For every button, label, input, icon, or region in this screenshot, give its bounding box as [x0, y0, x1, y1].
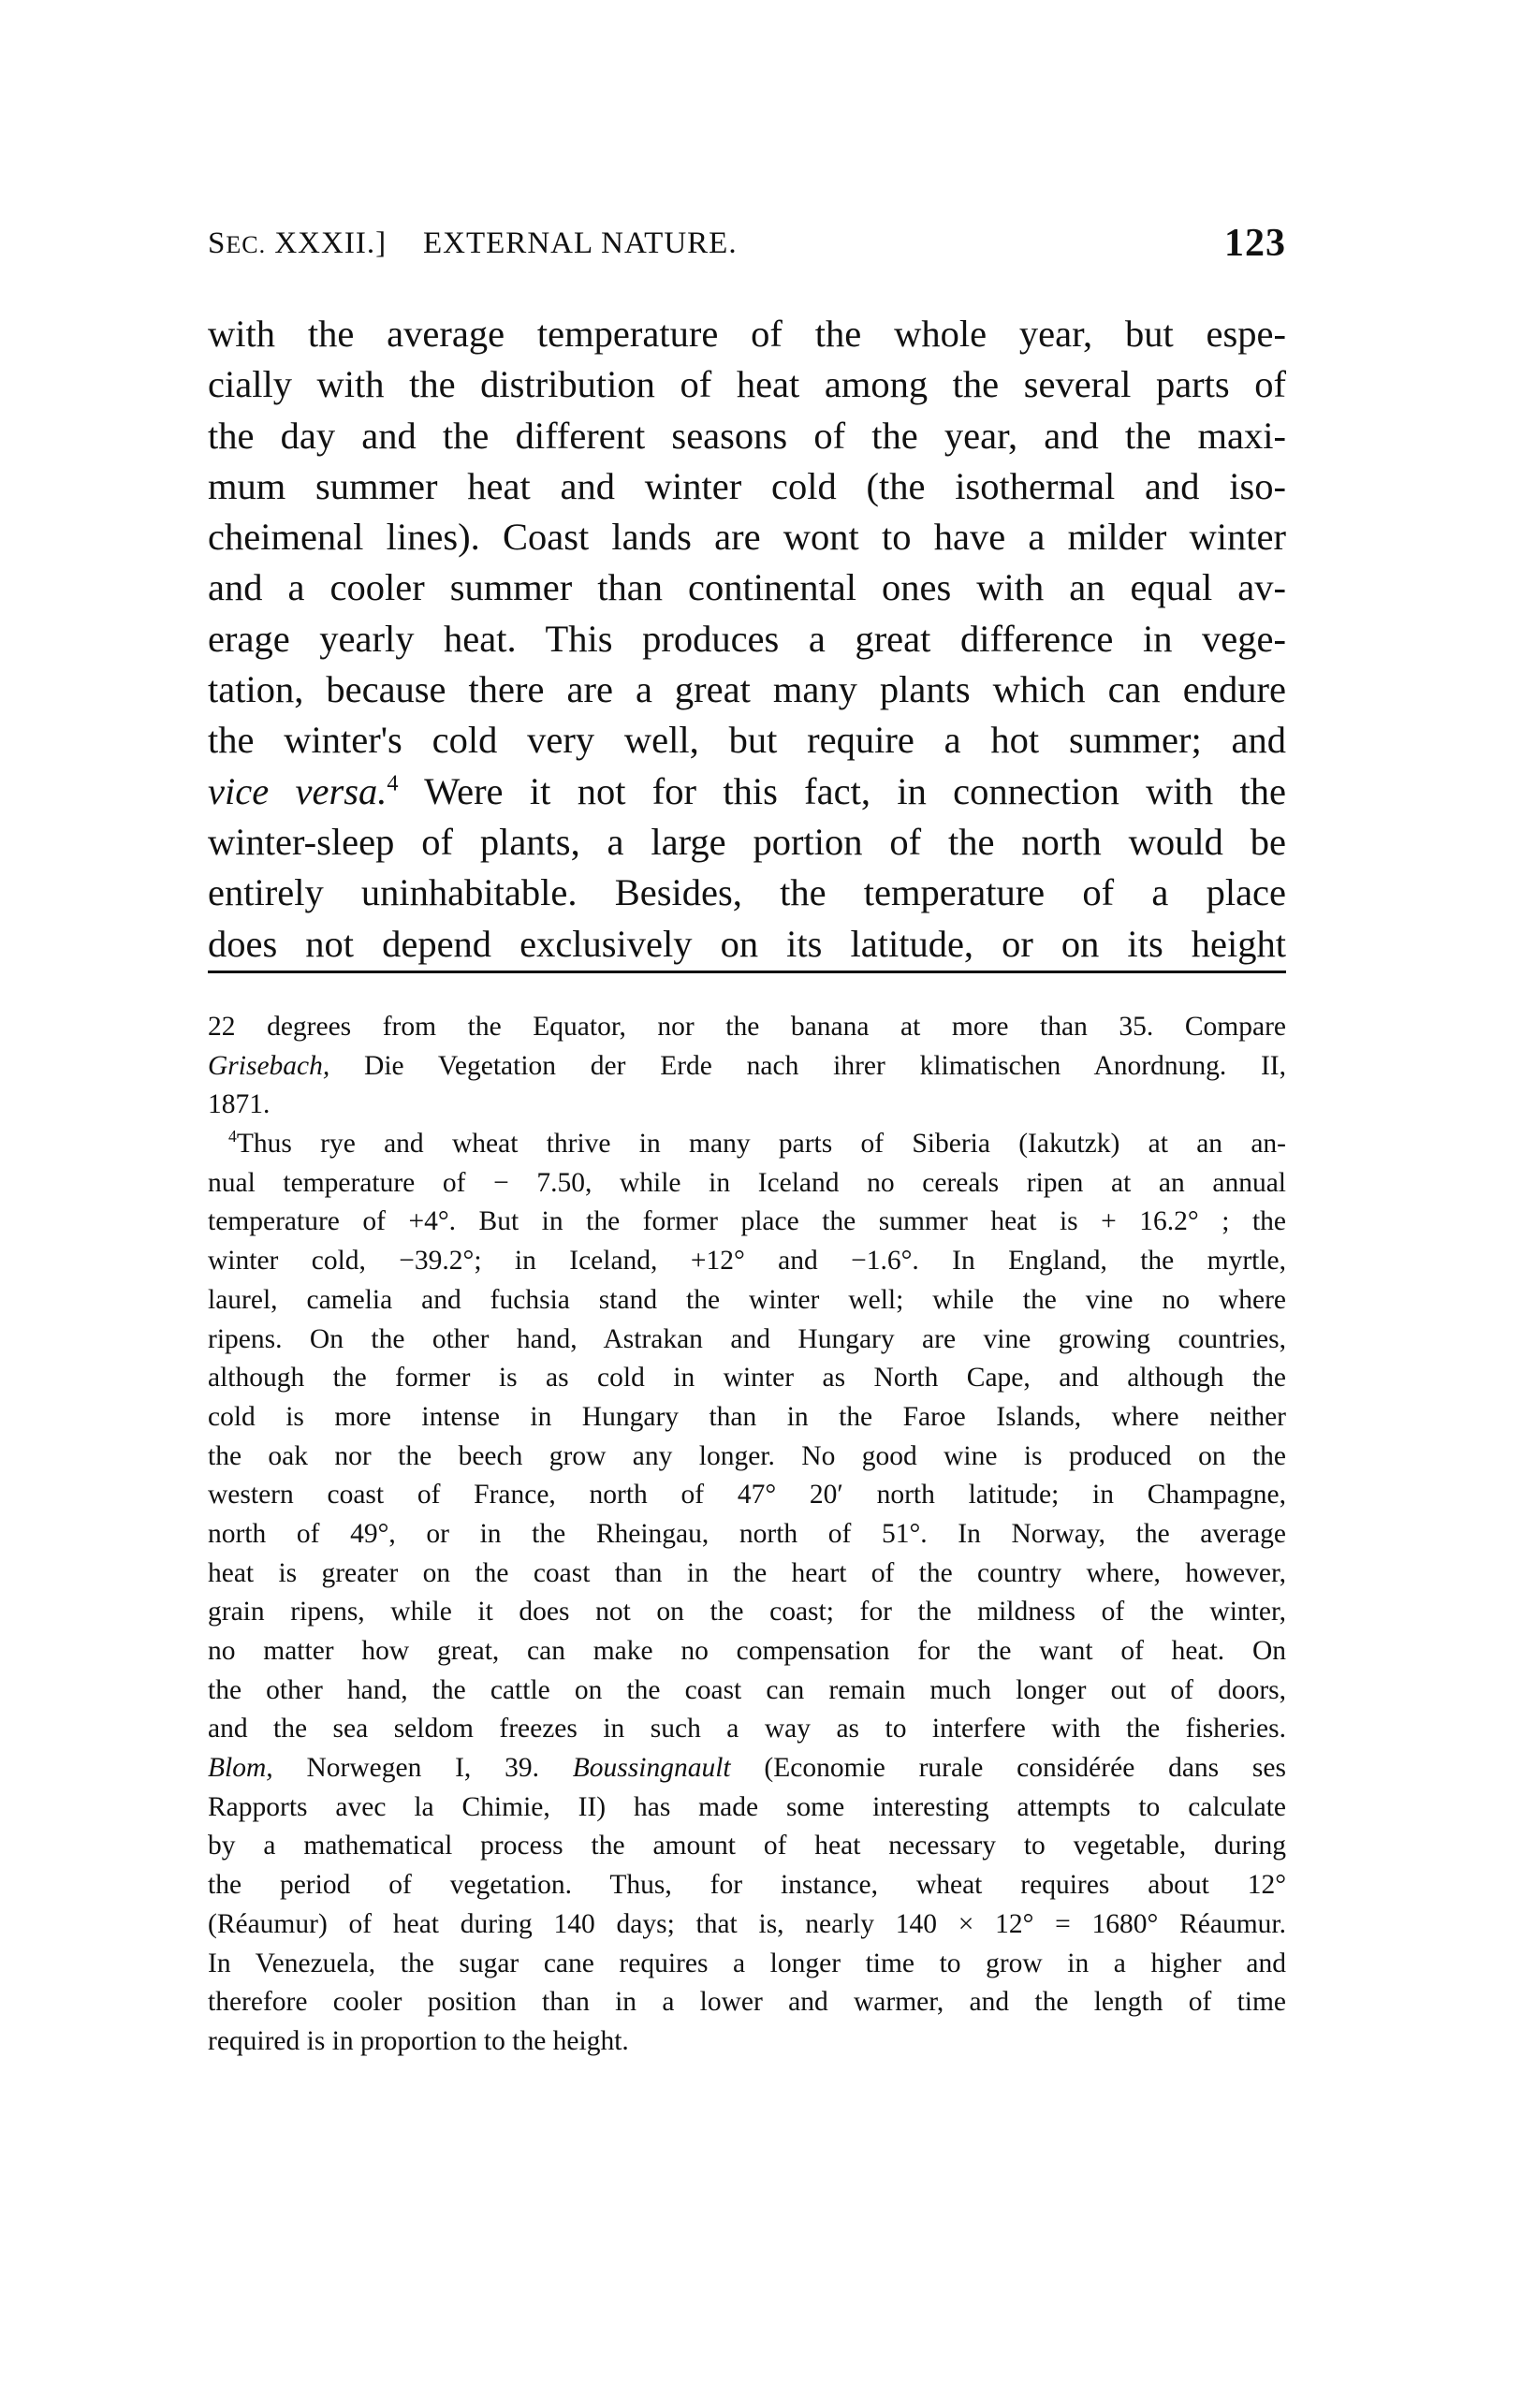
body-line: tation, because there are a great many plants which can endure [208, 668, 1286, 711]
body-line: mum summer heat and winter cold (the isothermal and iso- [208, 464, 1286, 507]
footnote-reference[interactable]: 4 [387, 770, 399, 796]
footnote-line [208, 1749, 1286, 1788]
footnote-line: cold is more intense in Hungary than in the Faroe Islands, where neither [208, 1401, 1286, 1432]
footnotes [208, 1008, 1286, 2062]
section-number: XXXII.] [274, 226, 388, 260]
footnote-4 [208, 1125, 1286, 2062]
body-paragraph [208, 309, 1286, 970]
footnote-line [208, 1125, 1286, 1164]
footnote-line: and the sea seldom freezes in such a way as to interfere with the fisheries. [208, 1714, 1286, 1744]
footnote-line: the other hand, the cattle on the coast can remain much longer out of doors, [208, 1674, 1286, 1705]
footnote-line: heat is greater on the coast than in the heart of the country where, however, [208, 1557, 1286, 1588]
footnote-line: north of 49°, or in the Rheingau, north of 51°. In Norway, the average [208, 1518, 1286, 1549]
footnote-line: no matter how great, can make no compensation for the want of heat. On [208, 1636, 1286, 1666]
running-head [208, 217, 1286, 273]
author-name: Boussingnault [572, 1753, 731, 1784]
author-name: Grisebach, [208, 1050, 330, 1081]
page-number: 123 [1224, 222, 1286, 265]
footnote-line: grain ripens, while it does not on the coast; for the mildness of the winter, [208, 1597, 1286, 1627]
body-line: cially with the distribution of heat among the several parts of [208, 363, 1286, 406]
footnote-line [208, 1047, 1286, 1087]
body-line: entirely uninhabitable. Besides, the temperature of a place [208, 871, 1286, 914]
footnote-line: western coast of France, north of 47° 20′ north latitude; in Champagne, [208, 1480, 1286, 1510]
footnote-continued [208, 1008, 1286, 1125]
body-line: the day and the different seasons of the year, and the maxi- [208, 414, 1286, 457]
chapter-title: EXTERNAL NATURE. [423, 226, 738, 260]
footnote-line: ripens. On the other hand, Astrakan and Hungary are vine growing countries, [208, 1323, 1286, 1354]
line-text: (Economie rurale considérée dans ses [730, 1753, 1286, 1784]
footnote-line: Rapports avec la Chimie, II) has made some interesting attempts to calculate [208, 1791, 1286, 1822]
body-line: with the average temperature of the whole year, but espe- [208, 313, 1286, 355]
footnote-line: by a mathematical process the amount of heat necessary to vegetable, during [208, 1831, 1286, 1861]
body-line [208, 766, 1286, 817]
footnote-line: 22 degrees from the Equator, nor the banana at more than 35. Compare [208, 1012, 1286, 1042]
footnote-line: winter cold, −39.2°; in Iceland, +12° and −1.6°. In England, the myrtle, [208, 1246, 1286, 1277]
line-text: Were it not for this fact, in connection with the [398, 769, 1286, 812]
section-label [208, 226, 387, 261]
footnote-line: temperature of +4°. But in the former place the summer heat is + 16.2° ; the [208, 1206, 1286, 1237]
body-line: winter-sleep of plants, a large portion of the north would be [208, 820, 1286, 863]
line-text: Die Vegetation der Erde nach ihrer klimatischen Anordnung. II, [329, 1050, 1286, 1081]
section-smallcaps: EC. [226, 231, 267, 258]
body-line: does not depend exclusively on its latitude, or on its height [208, 922, 1286, 965]
footnote-line: (Réaumur) of heat during 140 days; that is, nearly 140 × 12° = 1680° Réaumur. [208, 1908, 1286, 1939]
footnote-line: although the former is as cold in winter as North Cape, and although the [208, 1363, 1286, 1394]
italic-phrase: vice versa. [208, 769, 388, 812]
body-line: erage yearly heat. This produces a great difference in vege- [208, 617, 1286, 660]
body-line: the winter's cold very well, but require a hot summer; and [208, 719, 1286, 762]
footnote-divider [208, 970, 1286, 973]
author-name: Blom, [208, 1753, 273, 1784]
footnote-line: the period of vegetation. Thus, for instance, wheat requires about 12° [208, 1870, 1286, 1901]
footnote-line: required is in proportion to the height. [208, 2025, 629, 2056]
body-line: cheimenal lines). Coast lands are wont to have a milder winter [208, 516, 1286, 559]
line-text: Norwegen I, 39. [272, 1753, 573, 1784]
footnote-line: the oak nor the beech grow any longer. No good wine is produced on the [208, 1440, 1286, 1471]
footnote-marker: 4 [228, 1127, 237, 1146]
footnote-line: laurel, camelia and fuchsia stand the winter well; while the vine no where [208, 1284, 1286, 1315]
footnote-line: In Venezuela, the sugar cane requires a longer time to grow in a higher and [208, 1948, 1286, 1978]
footnote-line: therefore cooler position than in a lower and warmer, and the length of time [208, 1987, 1286, 2018]
footnote-line: 1871. [208, 1089, 271, 1120]
footnote-line: nual temperature of − 7.50, while in Iceland no cereals ripen at an annual [208, 1167, 1286, 1198]
body-line: and a cooler summer than continental ones with an equal av- [208, 566, 1286, 609]
section-prefix: S [208, 226, 227, 260]
line-text: Thus rye and wheat thrive in many parts of Siberia (Iakutzk) at an an- [236, 1129, 1286, 1160]
